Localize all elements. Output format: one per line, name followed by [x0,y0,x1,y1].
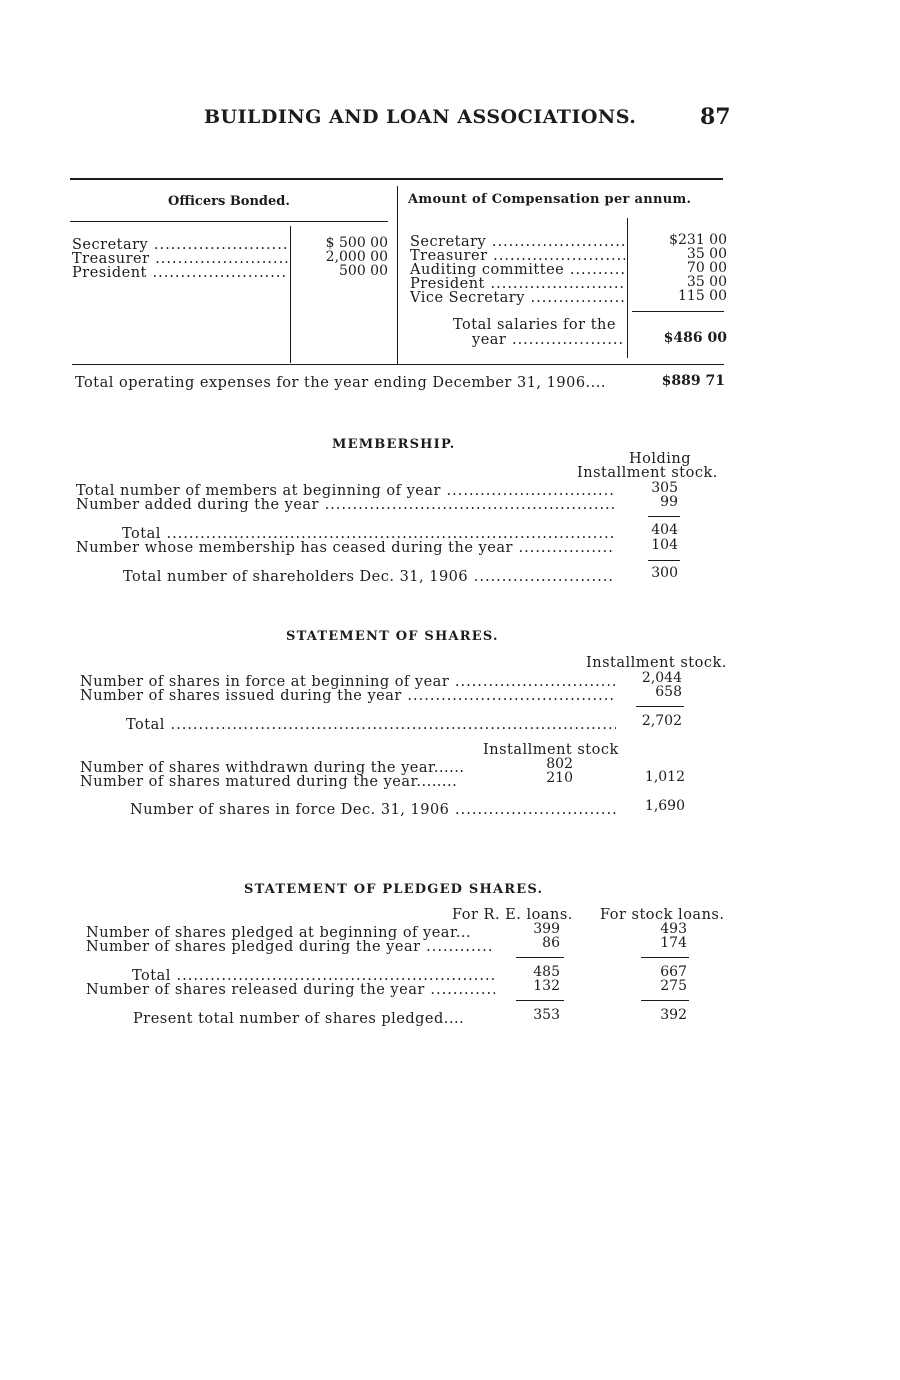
pledged-re-value: 399 [533,921,560,937]
table-column-divider [397,186,398,364]
membership-row-value: 300 [651,565,678,581]
shares-row-label: Total ..... [126,718,616,732]
compensation-title: Auditing committee ..... [410,263,625,277]
pledged-re-total-rule [516,1000,564,1001]
compensation-amount: 35 00 [686,246,727,262]
pledged-row-label: Present total number of shares pledged.... [133,1011,465,1027]
shares-row-value: 2,044 [641,670,682,686]
shares-matured-label: Number of shares matured during the year........ [80,774,458,790]
pledged-column-heading: For R. E. loans. [452,907,573,923]
membership-column-heading: Installment stock. [577,465,718,481]
membership-total-rule [648,560,680,561]
membership-title: MEMBERSHIP. [332,437,456,452]
pledged-stock-value: 275 [660,978,687,994]
pledged-row-label: Number of shares pledged at beginning of year... [86,925,472,941]
membership-row-label: Total number of shareholders Dec. 31, 1906 ..... [123,570,614,584]
operating-expenses-label: Total operating expenses for the year ending December 31, 1906.... [75,375,606,391]
membership-row-label: Number added during the year ..... [76,498,614,512]
pledged-stock-subtotal-rule [641,957,689,958]
shares-row-label: Number of shares in force at beginning of year ..... [80,675,616,689]
officers-heading-rule [70,221,388,222]
total-salaries-amount: $486 00 [663,330,727,346]
total-salaries-label-year: year ..... [472,333,625,347]
membership-column-heading: Holding [629,451,692,467]
membership-row-value: 104 [651,537,678,553]
compensation-title: Treasurer ..... [410,249,625,263]
shares-column-heading: Installment stock. [586,655,727,671]
compensation-amount-divider [627,218,628,358]
shares-in-force-label: Number of shares in force Dec. 31, 1906 ..... [130,803,618,817]
pledged-row-label: Number of shares pledged during the year ..... [86,940,495,954]
pledged-column-heading: For stock loans. [600,907,725,923]
shares-subtotal-rule [636,706,684,707]
shares-row-value: 658 [655,684,682,700]
shares-removed-total: 1,012 [644,769,685,785]
pledged-stock-value: 493 [660,921,687,937]
page-number: 87 [700,104,731,130]
pledged-row-label: Number of shares released during the year ..... [86,983,495,997]
table-bottom-rule [72,364,724,365]
bonded-title: Treasurer ..... [72,252,288,266]
membership-row-value: 99 [660,494,678,510]
shares-withdrawn-value: 802 [546,756,573,772]
shares-row-value: 2,702 [641,713,682,729]
shares-row-label: Number of shares issued during the year ..... [80,689,616,703]
shares-matured-value: 210 [546,770,573,786]
shares-subcolumn-heading: Installment stock [483,742,619,758]
compensation-amount: 35 00 [686,274,727,290]
pledged-re-value: 485 [533,964,560,980]
compensation-amount: 115 00 [678,288,727,304]
bonded-amount: $ 500 00 [325,235,388,251]
compensation-heading: Amount of Compensation per annum. [408,192,692,207]
pledged-re-value: 86 [542,935,560,951]
membership-subtotal-rule [648,516,680,517]
membership-row-label: Number whose membership has ceased during the year ..... [76,541,614,555]
pledged-re-value: 353 [533,1007,560,1023]
table-top-rule [70,178,723,180]
pledged-re-subtotal-rule [516,957,564,958]
compensation-title: President ..... [410,277,625,291]
total-salaries-label: Total salaries for the [453,317,616,333]
membership-row-label: Total ..... [122,527,614,541]
shares-title: STATEMENT OF SHARES. [286,629,499,644]
membership-row-value: 404 [651,522,678,538]
page-header: BUILDING AND LOAN ASSOCIATIONS. [204,106,637,128]
membership-row-value: 305 [651,480,678,496]
pledged-stock-value: 174 [660,935,687,951]
shares-withdrawn-label: Number of shares withdrawn during the year...... [80,760,465,776]
compensation-title: Secretary ..... [410,235,625,249]
salaries-subtotal-rule [632,311,724,312]
pledged-re-value: 132 [533,978,560,994]
pledged-stock-total-rule [641,1000,689,1001]
operating-expenses-amount: $889 71 [661,373,725,389]
bonded-amount: 500 00 [339,263,388,279]
compensation-title: Vice Secretary ..... [410,291,625,305]
bonded-title: President ..... [72,266,288,280]
compensation-amount: 70 00 [686,260,727,276]
officers-bonded-heading: Officers Bonded. [168,194,290,209]
compensation-amount: $231 00 [669,232,727,248]
membership-row-label: Total number of members at beginning of year ..... [76,484,614,498]
bonded-amount: 2,000 00 [325,249,388,265]
bonded-title: Secretary ..... [72,238,288,252]
pledged-stock-value: 392 [660,1007,687,1023]
shares-in-force-value: 1,690 [644,798,685,814]
bonded-amount-divider [290,226,291,363]
pledged-row-label: Total ..... [132,969,495,983]
pledged-stock-value: 667 [660,964,687,980]
pledged-title: STATEMENT OF PLEDGED SHARES. [244,882,544,897]
